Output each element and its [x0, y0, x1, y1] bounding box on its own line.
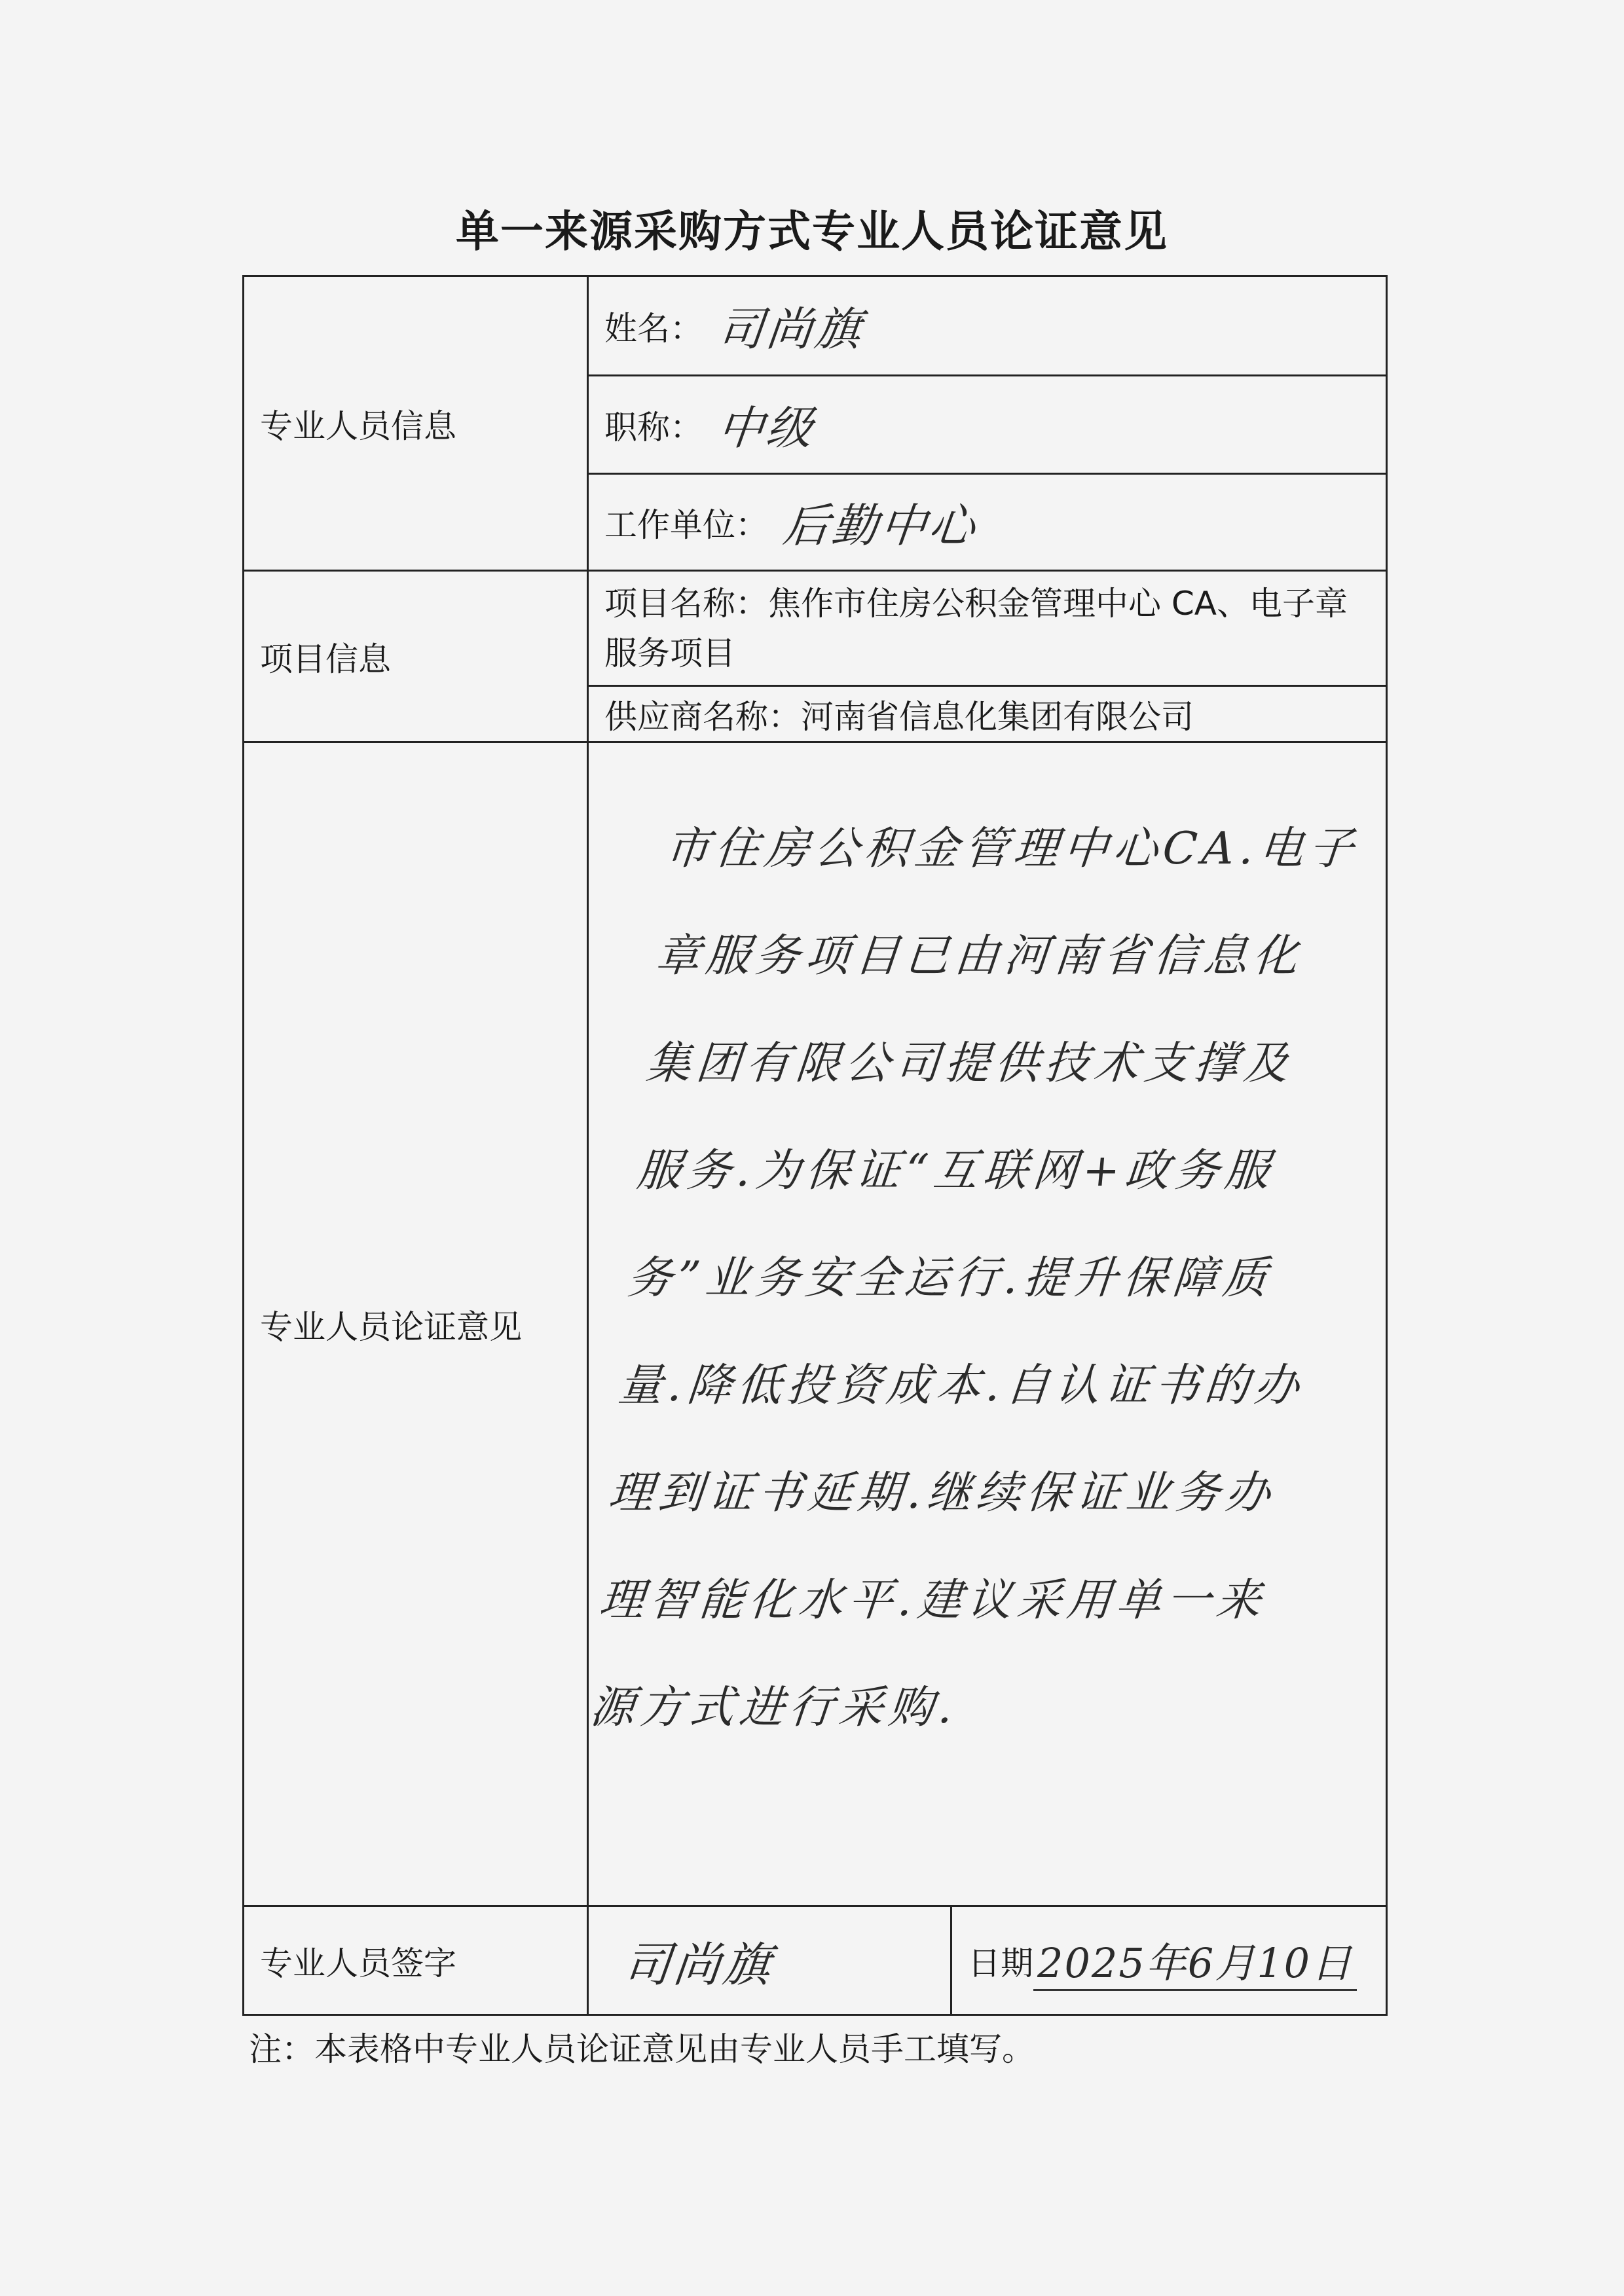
opinion-label: 专业人员论证意见 — [244, 742, 588, 1906]
signature-cell — [588, 1906, 951, 2015]
date-label: 日期 — [968, 1944, 1033, 1982]
opinion-handwritten-text: 市住房公积金管理中心CA.电子章服务项目已由河南省信息化集团有限公司提供技术支撑及服务.为保证“互联网+政务服务”业务安全运行.提升保障质量.降低投资成本.自认证书的办理到证书延期.继续保证业务办理智能化水平.建议采用单一来源方式进行采购. — [587, 823, 1361, 1734]
name-label: 姓名： — [604, 309, 703, 348]
date-cell — [951, 1906, 1387, 2015]
supplier-name: 供应商名称：河南省信息化集团有限公司 — [588, 686, 1387, 742]
name-row — [588, 276, 1387, 376]
opinion-cell — [588, 742, 1387, 1906]
page-title: 单一来源采购方式专业人员论证意见 — [456, 206, 1168, 257]
project-info-label: 项目信息 — [244, 571, 588, 742]
project-name: 项目名称：焦作市住房公积金管理中心 CA、电子章服务项目 — [588, 571, 1387, 686]
signature-handwritten: 司尚旗 — [620, 1937, 776, 1992]
professional-title-label: 职称： — [604, 408, 703, 446]
argument-form-table — [242, 275, 1388, 2016]
work-unit-value: 后勤中心 — [781, 499, 980, 553]
work-unit-row — [588, 474, 1387, 571]
professional-title-value: 中级 — [715, 401, 818, 455]
footnote: 注：本表格中专业人员论证意见由专业人员手工填写。 — [249, 2030, 1035, 2068]
personnel-info-label: 专业人员信息 — [244, 276, 588, 571]
date-value: 2025年6月10日 — [1033, 1931, 1357, 1991]
name-value: 司尚旗 — [715, 302, 866, 356]
professional-title-row — [588, 376, 1387, 474]
work-unit-label: 工作单位： — [604, 505, 768, 544]
signature-label: 专业人员签字 — [244, 1906, 588, 2015]
